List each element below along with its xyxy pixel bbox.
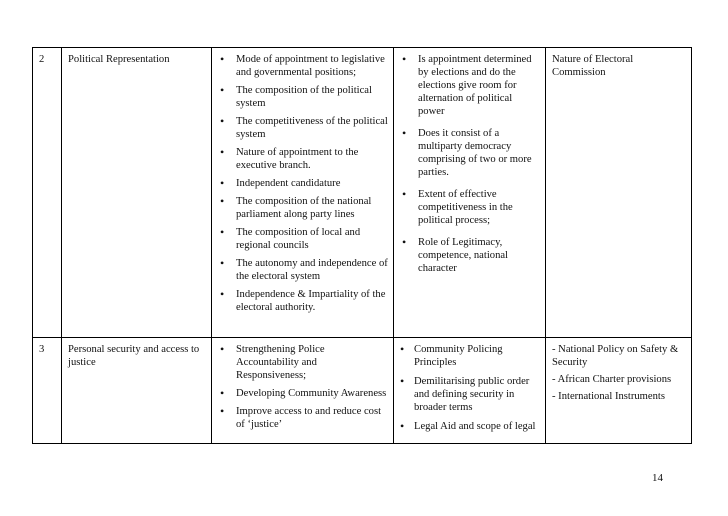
indicator-list — [218, 343, 388, 431]
table-row — [33, 338, 692, 444]
list-item: • Improve access to and reduce cost of ‘justice’ — [218, 405, 388, 431]
list-item: • Role of Legitimacy, competence, national character — [400, 236, 540, 275]
list-item: • The competitiveness of the political system — [218, 115, 388, 141]
page-number: 14 — [652, 472, 663, 484]
question-list — [400, 343, 540, 433]
list-item: • The composition of the national parliament along party lines — [218, 195, 388, 221]
questions-cell — [394, 338, 546, 444]
list-item: • The composition of local and regional councils — [218, 226, 388, 252]
list-item: • Independent candidature — [218, 177, 388, 190]
list-item: • Nature of appointment to the executive branch. — [218, 146, 388, 172]
list-item: • Does it consist of a multiparty democracy comprising of two or more parties. — [400, 127, 540, 179]
indicators-cell — [212, 48, 394, 338]
list-item: • Strengthening Police Accountability and Responsiveness; — [218, 343, 388, 382]
list-item: • Developing Community Awareness — [218, 387, 388, 400]
list-item: • Extent of effective competitiveness in the political process; — [400, 188, 540, 227]
sources-cell — [546, 48, 692, 338]
source-item: - National Policy on Safety & Security — [552, 344, 679, 368]
list-item: • Community Policing Principles — [400, 343, 540, 369]
table-row — [33, 48, 692, 338]
indicators-cell — [212, 338, 394, 444]
list-item: • Demilitarising public order and defining security in broader terms — [400, 375, 540, 414]
source-item: Nature of Electoral Commission — [552, 54, 634, 78]
source-item: - International Instruments — [552, 391, 665, 402]
list-item: • Independence & Impartiality of the electoral authority. — [218, 288, 388, 314]
list-item: • The composition of the political system — [218, 84, 388, 110]
question-list — [400, 53, 540, 275]
indicator-table — [32, 47, 692, 444]
list-item: • Legal Aid and scope of legal — [400, 420, 540, 433]
row-number: 3 — [33, 338, 62, 444]
list-item: • The autonomy and independence of the electoral system — [218, 257, 388, 283]
indicator-list — [218, 53, 388, 314]
list-item: • Mode of appointment to legislative and governmental positions; — [218, 53, 388, 79]
focus-area: Personal security and access to justice — [62, 338, 212, 444]
row-number: 2 — [33, 48, 62, 338]
source-item: - African Charter provisions — [552, 374, 672, 385]
focus-area: Political Representation — [62, 48, 212, 338]
questions-cell — [394, 48, 546, 338]
list-item: • Is appointment determined by elections and do the elections give room for alternation of political power — [400, 53, 540, 118]
sources-cell — [546, 338, 692, 444]
